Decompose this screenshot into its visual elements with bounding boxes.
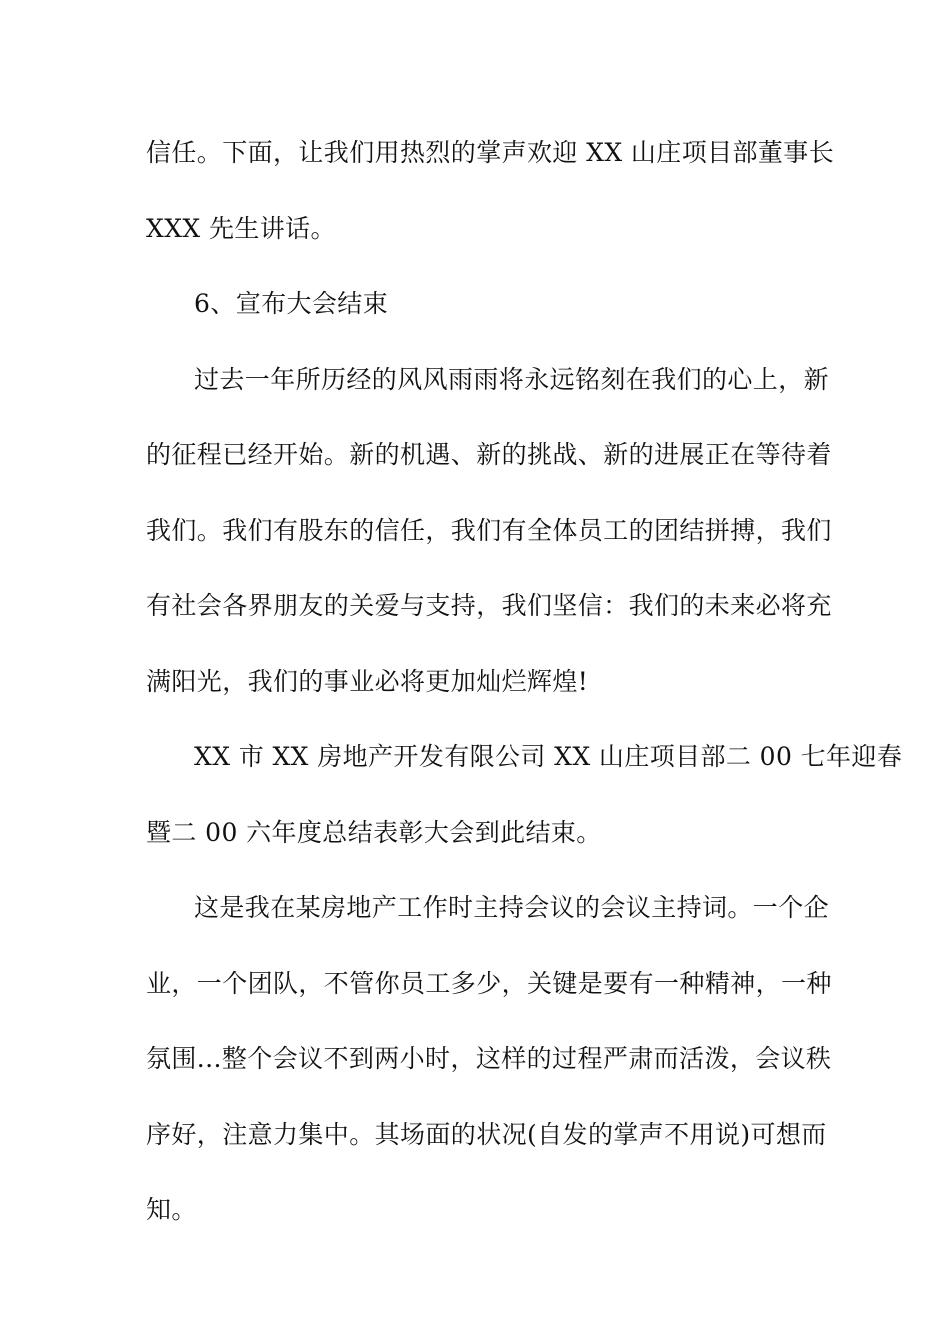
text-line: 信任。下面，让我们用热烈的掌声欢迎 XX 山庄项目部董事长 bbox=[146, 138, 835, 167]
text-line: 的征程已经开始。新的机遇、新的挑战、新的进展正在等待着 bbox=[146, 440, 832, 469]
text-line: 知。 bbox=[146, 1195, 197, 1224]
text-line: 氛围...整个会议不到两小时，这样的过程严肃而活泼，会议秩 bbox=[146, 1044, 832, 1073]
text-line: XX 市 XX 房地产开发有限公司 XX 山庄项目部二 00 七年迎春 bbox=[194, 742, 903, 771]
text-line: XXX 先生讲话。 bbox=[146, 213, 336, 243]
text-line: 暨二 00 六年度总结表彰大会到此结束。 bbox=[146, 817, 602, 847]
text-line: 这是我在某房地产工作时主持会议的会议主持词。一个企 bbox=[194, 893, 830, 922]
text-line: 满阳光，我们的事业必将更加灿烂辉煌! bbox=[146, 666, 589, 696]
text-line: 过去一年所历经的风风雨雨将永远铭刻在我们的心上，新 bbox=[194, 364, 830, 394]
text-line: 有社会各界朋友的关爱与支持，我们坚信：我们的未来必将充 bbox=[146, 591, 832, 620]
text-line: 序好，注意力集中。其场面的状况(自发的掌声不用说)可想而 bbox=[146, 1119, 827, 1149]
section-heading: 6、宣布大会结束 bbox=[194, 289, 389, 318]
text-line: 业，一个团队，不管你员工多少，关键是要有一种精神，一种 bbox=[146, 968, 832, 998]
text-line: 我们。我们有股东的信任，我们有全体员工的团结拼搏，我们 bbox=[146, 515, 832, 545]
body-text bbox=[146, 131, 903, 1264]
